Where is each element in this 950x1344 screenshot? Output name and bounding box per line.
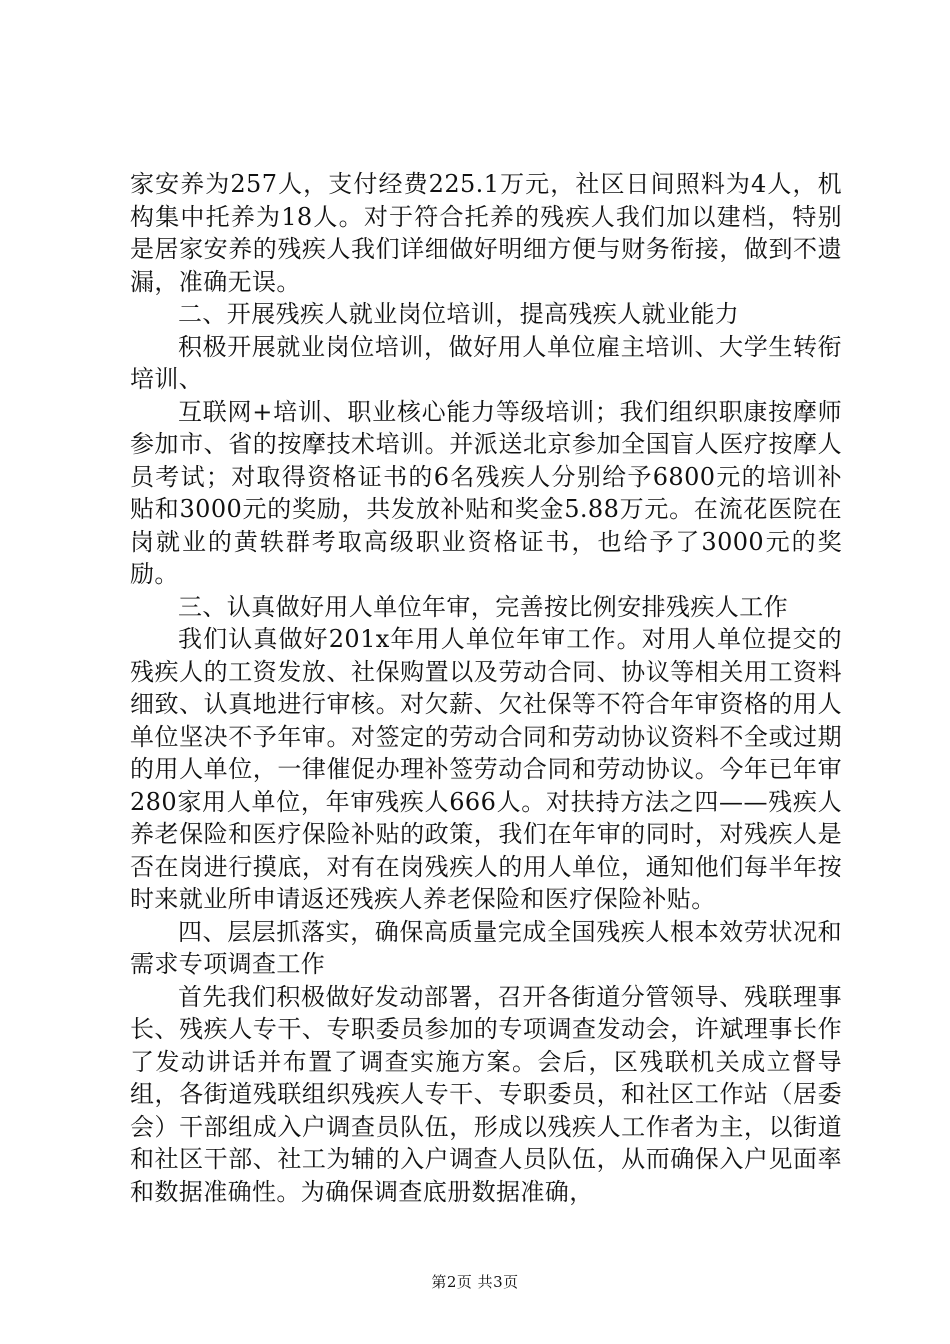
document-body: [130, 168, 842, 1208]
paragraph: 首先我们积极做好发动部署，召开各街道分管领导、残联理事长、残疾人专干、专职委员参加的专项调查发动会，许斌理事长作了发动讲话并布置了调查实施方案。会后，区残联机关成立督导组，各街道残联组织残疾人专干、专职委员，和社区工作站（居委会）干部组成入户调查员队伍，形成以残疾人工作者为主，以街道和社区干部、社工为辅的入户调查人员队伍，从而确保入户见面率和数据准确性。为确保调查底册数据准确，: [130, 982, 842, 1206]
paragraph: 我们认真做好201x年用人单位年审工作。对用人单位提交的残疾人的工资发放、社保购置以及劳动合同、协议等相关用工资料细致、认真地进行审核。对欠薪、欠社保等不符合年审资格的用人单位坚决不予年审。对签定的劳动合同和劳动协议资料不全或过期的用人单位，一律催促办理补签劳动合同和劳动协议。今年已年审280家用人单位，年审残疾人666人。对扶持方法之四——残疾人养老保险和医疗保险补贴的政策，我们在年审的同时，对残疾人是否在岗进行摸底，对有在岗残疾人的用人单位，通知他们每半年按时来就业所申请返还残疾人养老保险和医疗保险补贴。: [130, 625, 842, 913]
page-footer: [0, 1272, 950, 1292]
section-heading-2: 二、开展残疾人就业岗位培训，提高残疾人就业能力: [178, 300, 740, 328]
paragraph: 互联网+培训、职业核心能力等级培训；我们组织职康按摩师参加市、省的按摩技术培训。并派送北京参加全国盲人医疗按摩人员考试；对取得资格证书的6名残疾人分别给予6800元的培训补贴和3000元的奖励，共发放补贴和奖金5.88万元。在流花医院在岗就业的黄轶群考取高级职业资格证书，也给予了3000元的奖励。: [130, 397, 842, 588]
paragraph: 积极开展就业岗位培训，做好用人单位雇主培训、大学生转衔培训、: [130, 332, 842, 393]
page-number-label: 第2页 共3页: [431, 1273, 519, 1291]
section-heading-4: 四、层层抓落实，确保高质量完成全国残疾人根本效劳状况和需求专项调查工作: [130, 917, 842, 978]
section-heading-3: 三、认真做好用人单位年审，完善按比例安排残疾人工作: [178, 592, 788, 621]
paragraph-continuation: 家安养为257人，支付经费225.1万元，社区日间照料为4人，机构集中托养为18人。对于符合托养的残疾人我们加以建档，特别是居家安养的残疾人我们详细做好明细方便与财务衔接，做到不遗漏，准确无误。: [130, 170, 842, 296]
